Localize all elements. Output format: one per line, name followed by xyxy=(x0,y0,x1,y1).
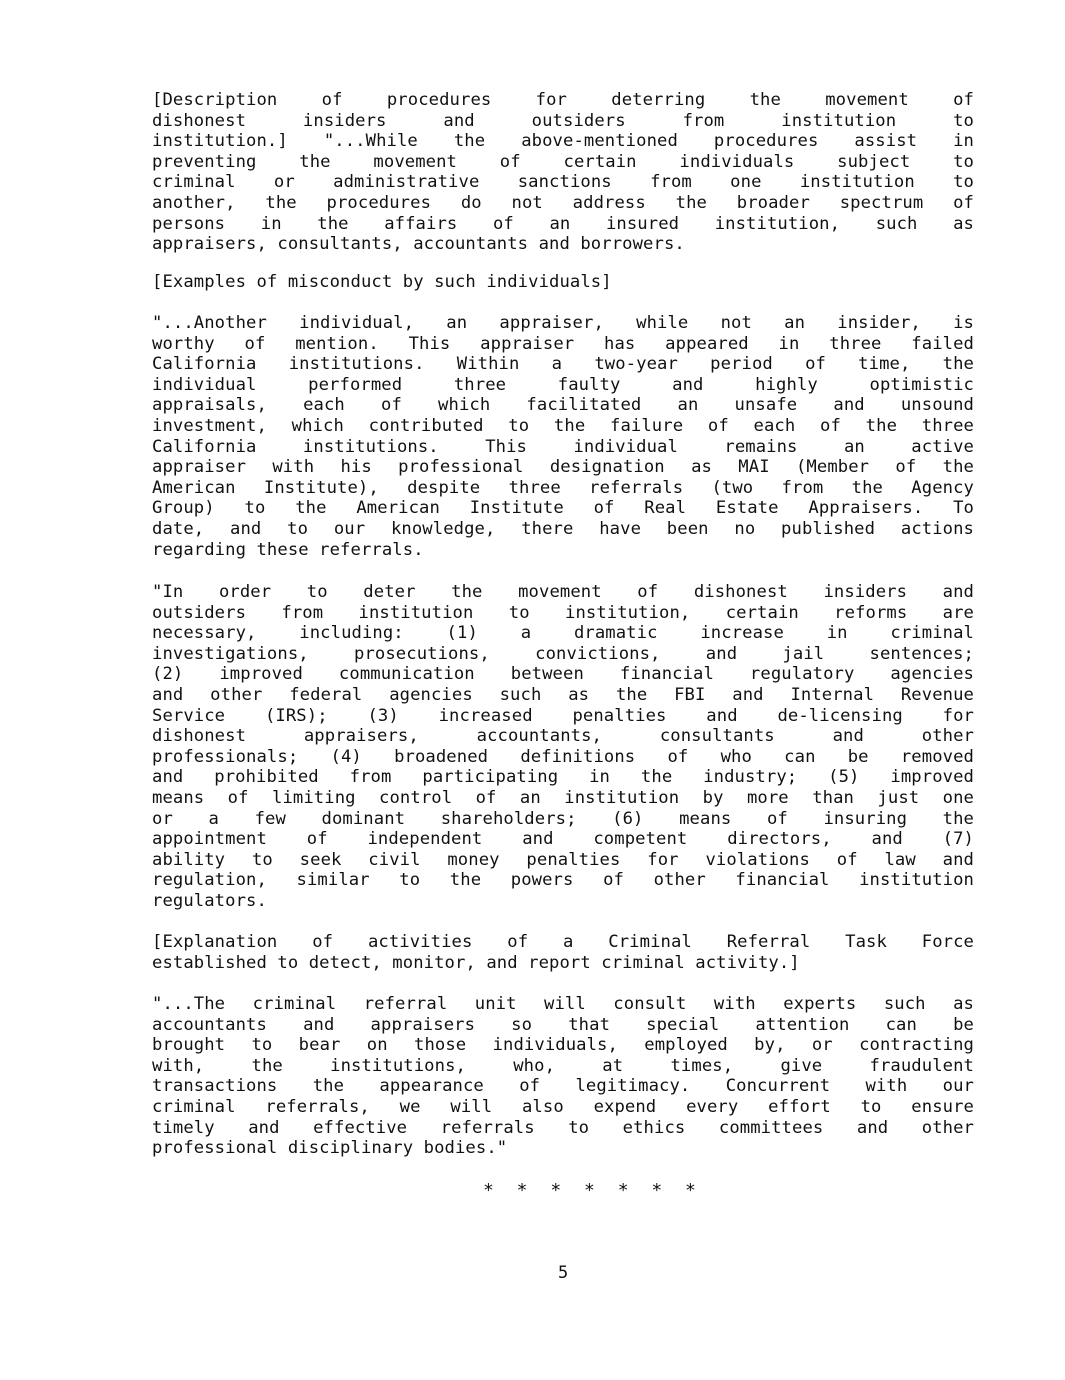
text-line: institution.] "...While the above-mentioned procedures assist in xyxy=(152,131,974,152)
text-line: individual performed three faulty and highly optimistic xyxy=(152,374,974,395)
text-line: investment, which contributed to the failure of each of the three xyxy=(152,415,974,436)
text-line: "...Another individual, an appraiser, while not an insider, is xyxy=(152,313,974,333)
text-line: (2) improved communication between financial regulatory agencies xyxy=(152,664,974,685)
text-line: California institutions. This individual remains an active xyxy=(152,436,974,457)
text-line: dishonest appraisers, accountants, consultants and other xyxy=(152,726,974,747)
text-line: worthy of mention. This appraiser has appeared in three failed xyxy=(152,333,974,354)
text-line: dishonest insiders and outsiders from institution to xyxy=(152,110,974,131)
text-line: regarding these referrals. xyxy=(152,539,424,560)
paragraph-task-force-heading xyxy=(152,932,974,973)
paragraph-appraiser-example xyxy=(152,313,974,560)
text-line: and prohibited from participating in the industry; (5) improved xyxy=(152,767,974,788)
text-line: accountants and appraisers so that special attention can be xyxy=(152,1014,974,1035)
text-line: regulation, similar to the powers of other financial institution xyxy=(152,870,974,891)
text-line: persons in the affairs of an insured institution, such as xyxy=(152,213,974,234)
text-line: established to detect, monitor, and report criminal activity.] xyxy=(152,952,800,973)
text-line: criminal referrals, we will also expend every effort to ensure xyxy=(152,1096,974,1117)
text-line: another, the procedures do not address the broader spectrum of xyxy=(152,192,974,213)
text-line: Group) to the American Institute of Real Estate Appraisers. To xyxy=(152,498,974,519)
text-line: regulators. xyxy=(152,890,267,911)
text-line: timely and effective referrals to ethics committees and other xyxy=(152,1117,974,1138)
paragraph-reforms xyxy=(152,582,974,912)
text-line: American Institute), despite three referrals (two from the Agency xyxy=(152,477,974,498)
text-line: means of limiting control of an institution by more than just one xyxy=(152,787,974,808)
text-line: brought to bear on those individuals, employed by, or contracting xyxy=(152,1035,974,1056)
text-line: transactions the appearance of legitimacy. Concurrent with our xyxy=(152,1076,974,1097)
text-line: [Description of procedures for deterring the movement of xyxy=(152,90,974,110)
text-line: or a few dominant shareholders; (6) means of insuring the xyxy=(152,808,974,829)
text-line: Service (IRS); (3) increased penalties and de-licensing for xyxy=(152,705,974,726)
text-line: necessary, including: (1) a dramatic increase in criminal xyxy=(152,623,974,644)
text-line: investigations, prosecutions, convictions, and jail sentences; xyxy=(152,643,974,664)
paragraph-criminal-referral-unit xyxy=(152,994,974,1159)
text-line: ability to seek civil money penalties for violations of law and xyxy=(152,849,974,870)
text-line: professional disciplinary bodies." xyxy=(152,1138,508,1159)
text-line: appraisals, each of which facilitated an unsafe and unsound xyxy=(152,395,974,416)
text-line: with, the institutions, who, at times, give fraudulent xyxy=(152,1055,974,1076)
text-line: [Examples of misconduct by such individuals] xyxy=(152,272,612,292)
text-line: criminal or administrative sanctions from one institution to xyxy=(152,172,974,193)
text-line: California institutions. Within a two-year period of time, the xyxy=(152,354,974,375)
text-line: [Explanation of activities of a Criminal Referral Task Force xyxy=(152,932,974,952)
paragraph-procedures xyxy=(152,90,974,255)
text-line: appraiser with his professional designation as MAI (Member of the xyxy=(152,457,974,478)
text-line: "In order to deter the movement of dishonest insiders and xyxy=(152,582,974,602)
page-number: 5 xyxy=(558,1263,569,1283)
text-line: outsiders from institution to institution, certain reforms are xyxy=(152,602,974,623)
section-separator: * * * * * * * xyxy=(483,1180,702,1201)
text-line: and other federal agencies such as the FBI and Internal Revenue xyxy=(152,684,974,705)
text-line: professionals; (4) broadened definitions of who can be removed xyxy=(152,746,974,767)
text-line: preventing the movement of certain individuals subject to xyxy=(152,151,974,172)
text-line: appointment of independent and competent directors, and (7) xyxy=(152,829,974,850)
paragraph-examples-heading xyxy=(152,272,974,293)
text-line: date, and to our knowledge, there have been no published actions xyxy=(152,518,974,539)
text-line: appraisers, consultants, accountants and borrowers. xyxy=(152,234,685,255)
text-line: "...The criminal referral unit will consult with experts such as xyxy=(152,994,974,1014)
